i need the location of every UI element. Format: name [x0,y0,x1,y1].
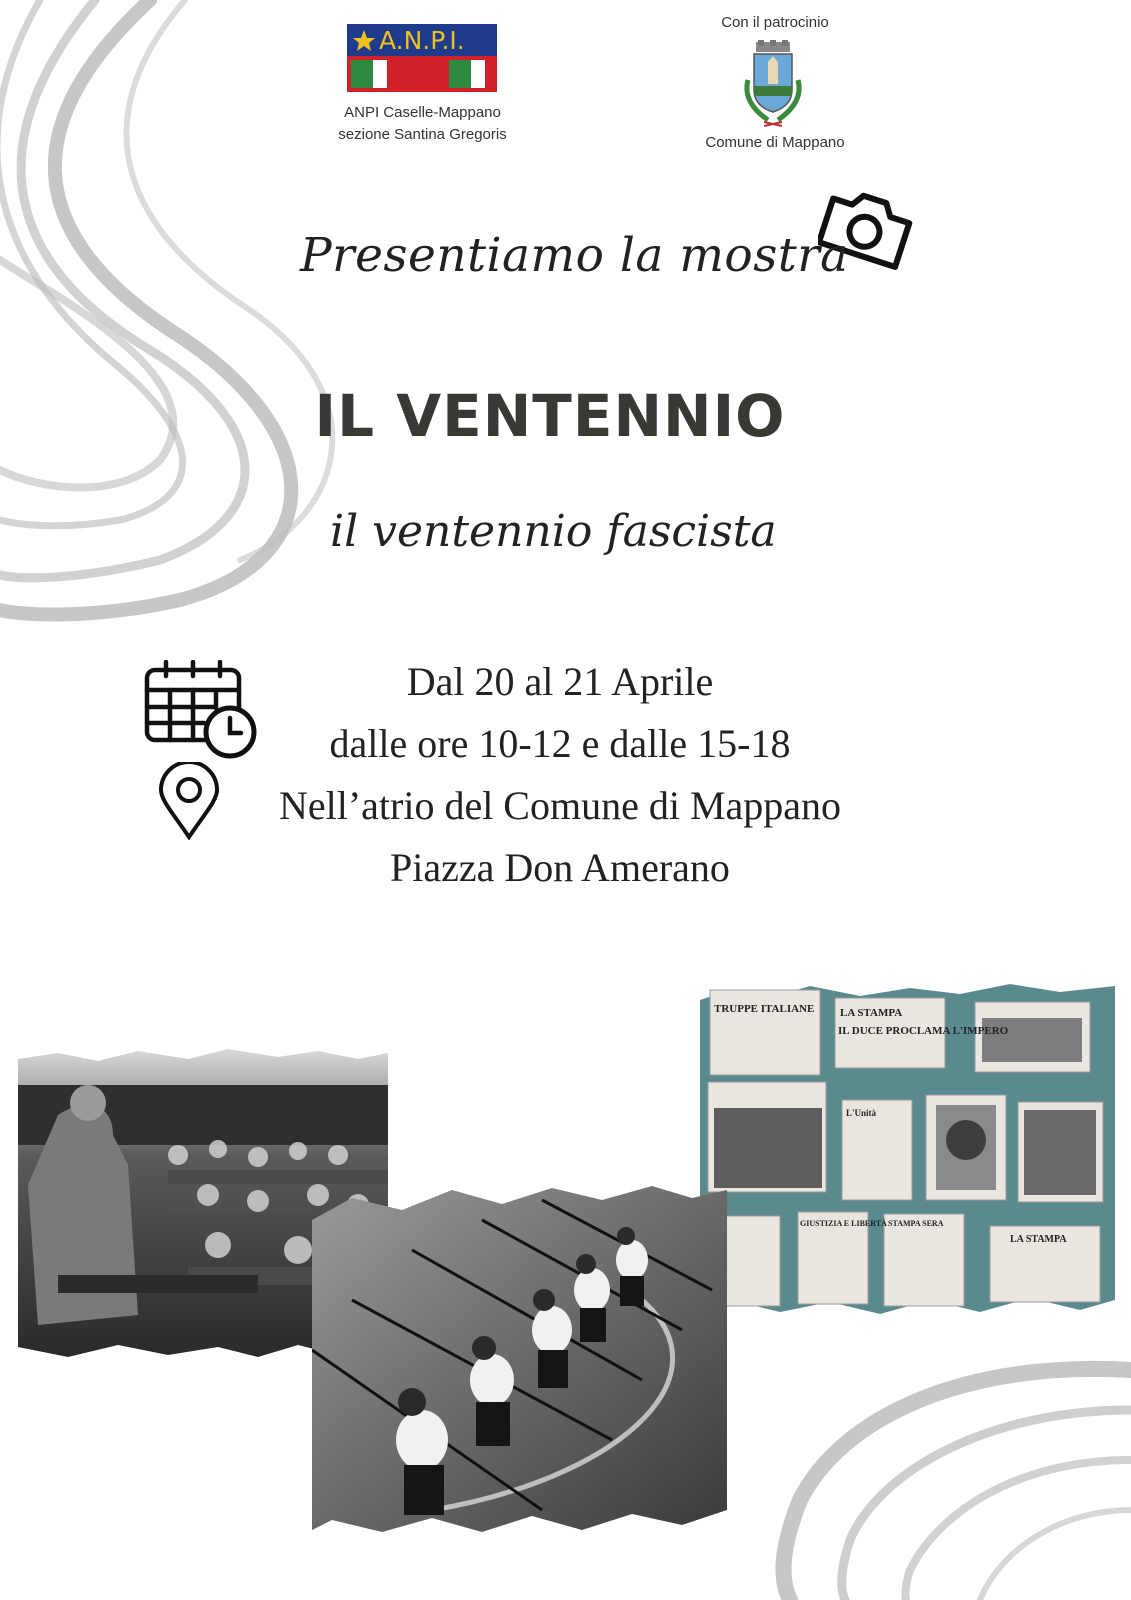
mappano-crest-icon [738,40,808,132]
anpi-caption [300,102,545,146]
event-dates: Dal 20 al 21 Aprile [406,659,714,704]
anpi-caption-line1: ANPI Caselle-Mappano [344,104,501,121]
patronage-label: Con il patrocinio [721,14,829,31]
gymnastics-photo [312,1180,727,1540]
anpi-caption-line2: sezione Santina Gregoris [338,126,507,143]
subtitle: il ventennio fascista [330,506,777,557]
anpi-logo-text: A.N.P.I. [379,26,465,55]
masthead-giustizia: GIUSTIZIA E LIBERTÀ [800,1219,887,1228]
headline-truppe: TRUPPE ITALIANE [714,1003,815,1015]
masthead-stampa-sera: STAMPA SERA [888,1219,944,1228]
masthead-la-stampa-2: LA STAMPA [1010,1234,1067,1245]
newspaper-board-photo [700,980,1115,1325]
event-address: Piazza Don Amerano [390,845,730,890]
masthead-unita: L'Unità [846,1108,877,1118]
page-title: IL VENTENNIO [314,382,786,450]
masthead-la-stampa-1: LA STAMPA [840,1007,903,1019]
patronage-org: Comune di Mappano [705,134,845,151]
headline-duce: IL DUCE PROCLAMA L'IMPERO [838,1025,1009,1037]
intro-heading: Presentiamo la mostra [300,228,849,283]
anpi-logo [347,24,497,92]
event-location: Nell’atrio del Comune di Mappano [278,783,842,828]
event-hours: dalle ore 10-12 e dalle 15-18 [329,721,791,766]
